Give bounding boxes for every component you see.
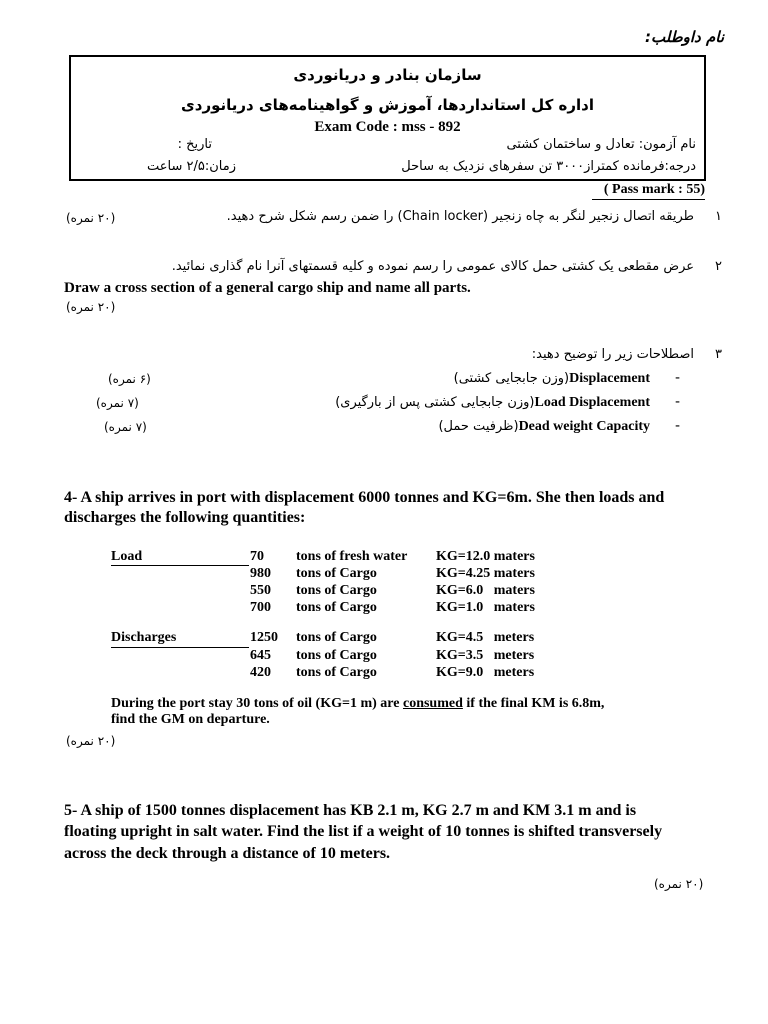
- question-2-text-en: Draw a cross section of a general cargo ship and name all parts.: [64, 280, 471, 296]
- question-4-line-2: discharges the following quantities:: [64, 509, 306, 526]
- term-displacement-fa: (وزن جابجایی کشتی): [453, 371, 570, 386]
- load-kg: KG=12.0 maters: [436, 549, 535, 564]
- candidate-name-label: نام داوطلب:: [645, 28, 724, 46]
- question-4-marks: (۲۰ نمره): [66, 734, 116, 748]
- term-bullet: -: [674, 394, 680, 410]
- question-3-number: ۳: [715, 347, 722, 362]
- question-2-text-fa: عرض مقطعی یک کشتی حمل کالای عمومی را رسم نموده و کلیه قسمتهای آنرا نام گذاری نمائید.: [171, 259, 694, 274]
- question-5-line-2: floating upright in salt water. Find the list if a weight of 10 tonnes is shifted transversely: [64, 823, 663, 840]
- load-desc: tons of Cargo: [296, 583, 377, 598]
- question-2-number: ۲: [715, 259, 722, 274]
- load-qty: 70: [250, 549, 264, 564]
- term-deadweight-capacity: Dead weight Capacity: [518, 419, 650, 434]
- question-1-text: طریقه اتصال زنجیر لنگر به چاه زنجیر (Chain locker) را ضمن رسم شکل شرح دهید.: [226, 209, 694, 224]
- discharge-qty: 645: [250, 648, 271, 663]
- department-title: اداره کل استانداردها، آموزش و گواهینامه‌های دریانوردی: [181, 96, 594, 114]
- discharge-desc: tons of Cargo: [296, 665, 377, 680]
- organization-title: سازمان بنادر و دریانوردی: [293, 66, 482, 84]
- load-qty: 700: [250, 600, 271, 615]
- load-underline: [111, 565, 249, 566]
- term-deadweight-capacity-fa: (ظرفیت حمل): [438, 419, 519, 434]
- term-bullet: -: [674, 370, 680, 386]
- question-4-line-1: 4- A ship arrives in port with displacement 6000 tonnes and KG=6m. She then loads and: [64, 489, 665, 506]
- term-displacement-marks: (۶ نمره): [108, 372, 151, 386]
- question-5-marks: (۲۰ نمره): [654, 877, 704, 891]
- term-deadweight-marks: (۷ نمره): [104, 420, 147, 434]
- load-qty: 980: [250, 566, 271, 581]
- discharge-desc: tons of Cargo: [296, 630, 377, 645]
- question-5-line-1: 5- A ship of 1500 tonnes displacement has KB 2.1 m, KG 2.7 m and KM 3.1 m and is: [64, 802, 637, 819]
- discharge-qty: 420: [250, 665, 271, 680]
- port-stay-consumed: consumed: [402, 696, 463, 711]
- load-qty: 550: [250, 583, 271, 598]
- question-2-marks: (۲۰ نمره): [66, 300, 116, 314]
- exam-duration: زمان:۲/۵ ساعت: [146, 159, 236, 174]
- port-stay-pre: During the port stay 30 tons of oil (KG=1 m) are: [111, 696, 403, 711]
- term-bullet: -: [674, 418, 680, 434]
- term-row-load-displacement: [335, 395, 650, 411]
- term-load-displacement-fa: (وزن جابجایی کشتی پس از بارگیری): [335, 395, 535, 410]
- load-label: Load: [111, 549, 143, 564]
- discharge-kg: KG=9.0 meters: [436, 665, 535, 680]
- term-displacement: Displacement: [569, 371, 650, 386]
- port-stay-line-2: find the GM on departure.: [111, 712, 270, 727]
- port-stay-line-1: [111, 696, 604, 712]
- load-kg: KG=1.0 maters: [436, 600, 535, 615]
- discharge-desc: tons of Cargo: [296, 648, 377, 663]
- discharges-label: Discharges: [111, 630, 177, 645]
- term-row-deadweight: [438, 419, 650, 435]
- term-load-displacement-marks: (۷ نمره): [96, 396, 139, 410]
- question-1-marks: (۲۰ نمره): [66, 211, 116, 225]
- exam-name: نام آزمون: تعادل و ساختمان کشتی: [506, 137, 696, 152]
- load-desc: tons of fresh water: [296, 549, 408, 564]
- term-load-displacement: Load Displacement: [534, 395, 650, 410]
- load-desc: tons of Cargo: [296, 566, 377, 581]
- discharge-kg: KG=3.5 meters: [436, 648, 535, 663]
- load-desc: tons of Cargo: [296, 600, 377, 615]
- port-stay-post: if the final KM is 6.8m,: [462, 696, 605, 711]
- discharge-qty: 1250: [250, 630, 278, 645]
- question-3-intro: اصطلاحات زیر را توضیح دهید:: [531, 347, 694, 362]
- term-row-displacement: [454, 371, 650, 387]
- discharge-kg: KG=4.5 meters: [436, 630, 535, 645]
- exam-grade: درجه:فرمانده کمتراز۳۰۰۰ تن سفرهای نزدیک به ساحل: [401, 159, 696, 174]
- load-kg: KG=6.0 maters: [436, 583, 535, 598]
- question-5-line-3: across the deck through a distance of 10 meters.: [64, 845, 391, 862]
- question-1-number: ۱: [715, 209, 722, 224]
- pass-mark-underline: [592, 199, 705, 200]
- load-kg: KG=4.25 maters: [436, 566, 535, 581]
- discharges-underline: [111, 647, 249, 648]
- exam-date-label: تاریخ :: [177, 137, 212, 152]
- exam-code: Exam Code : mss - 892: [314, 119, 461, 135]
- pass-mark: ( Pass mark : 55): [603, 182, 705, 197]
